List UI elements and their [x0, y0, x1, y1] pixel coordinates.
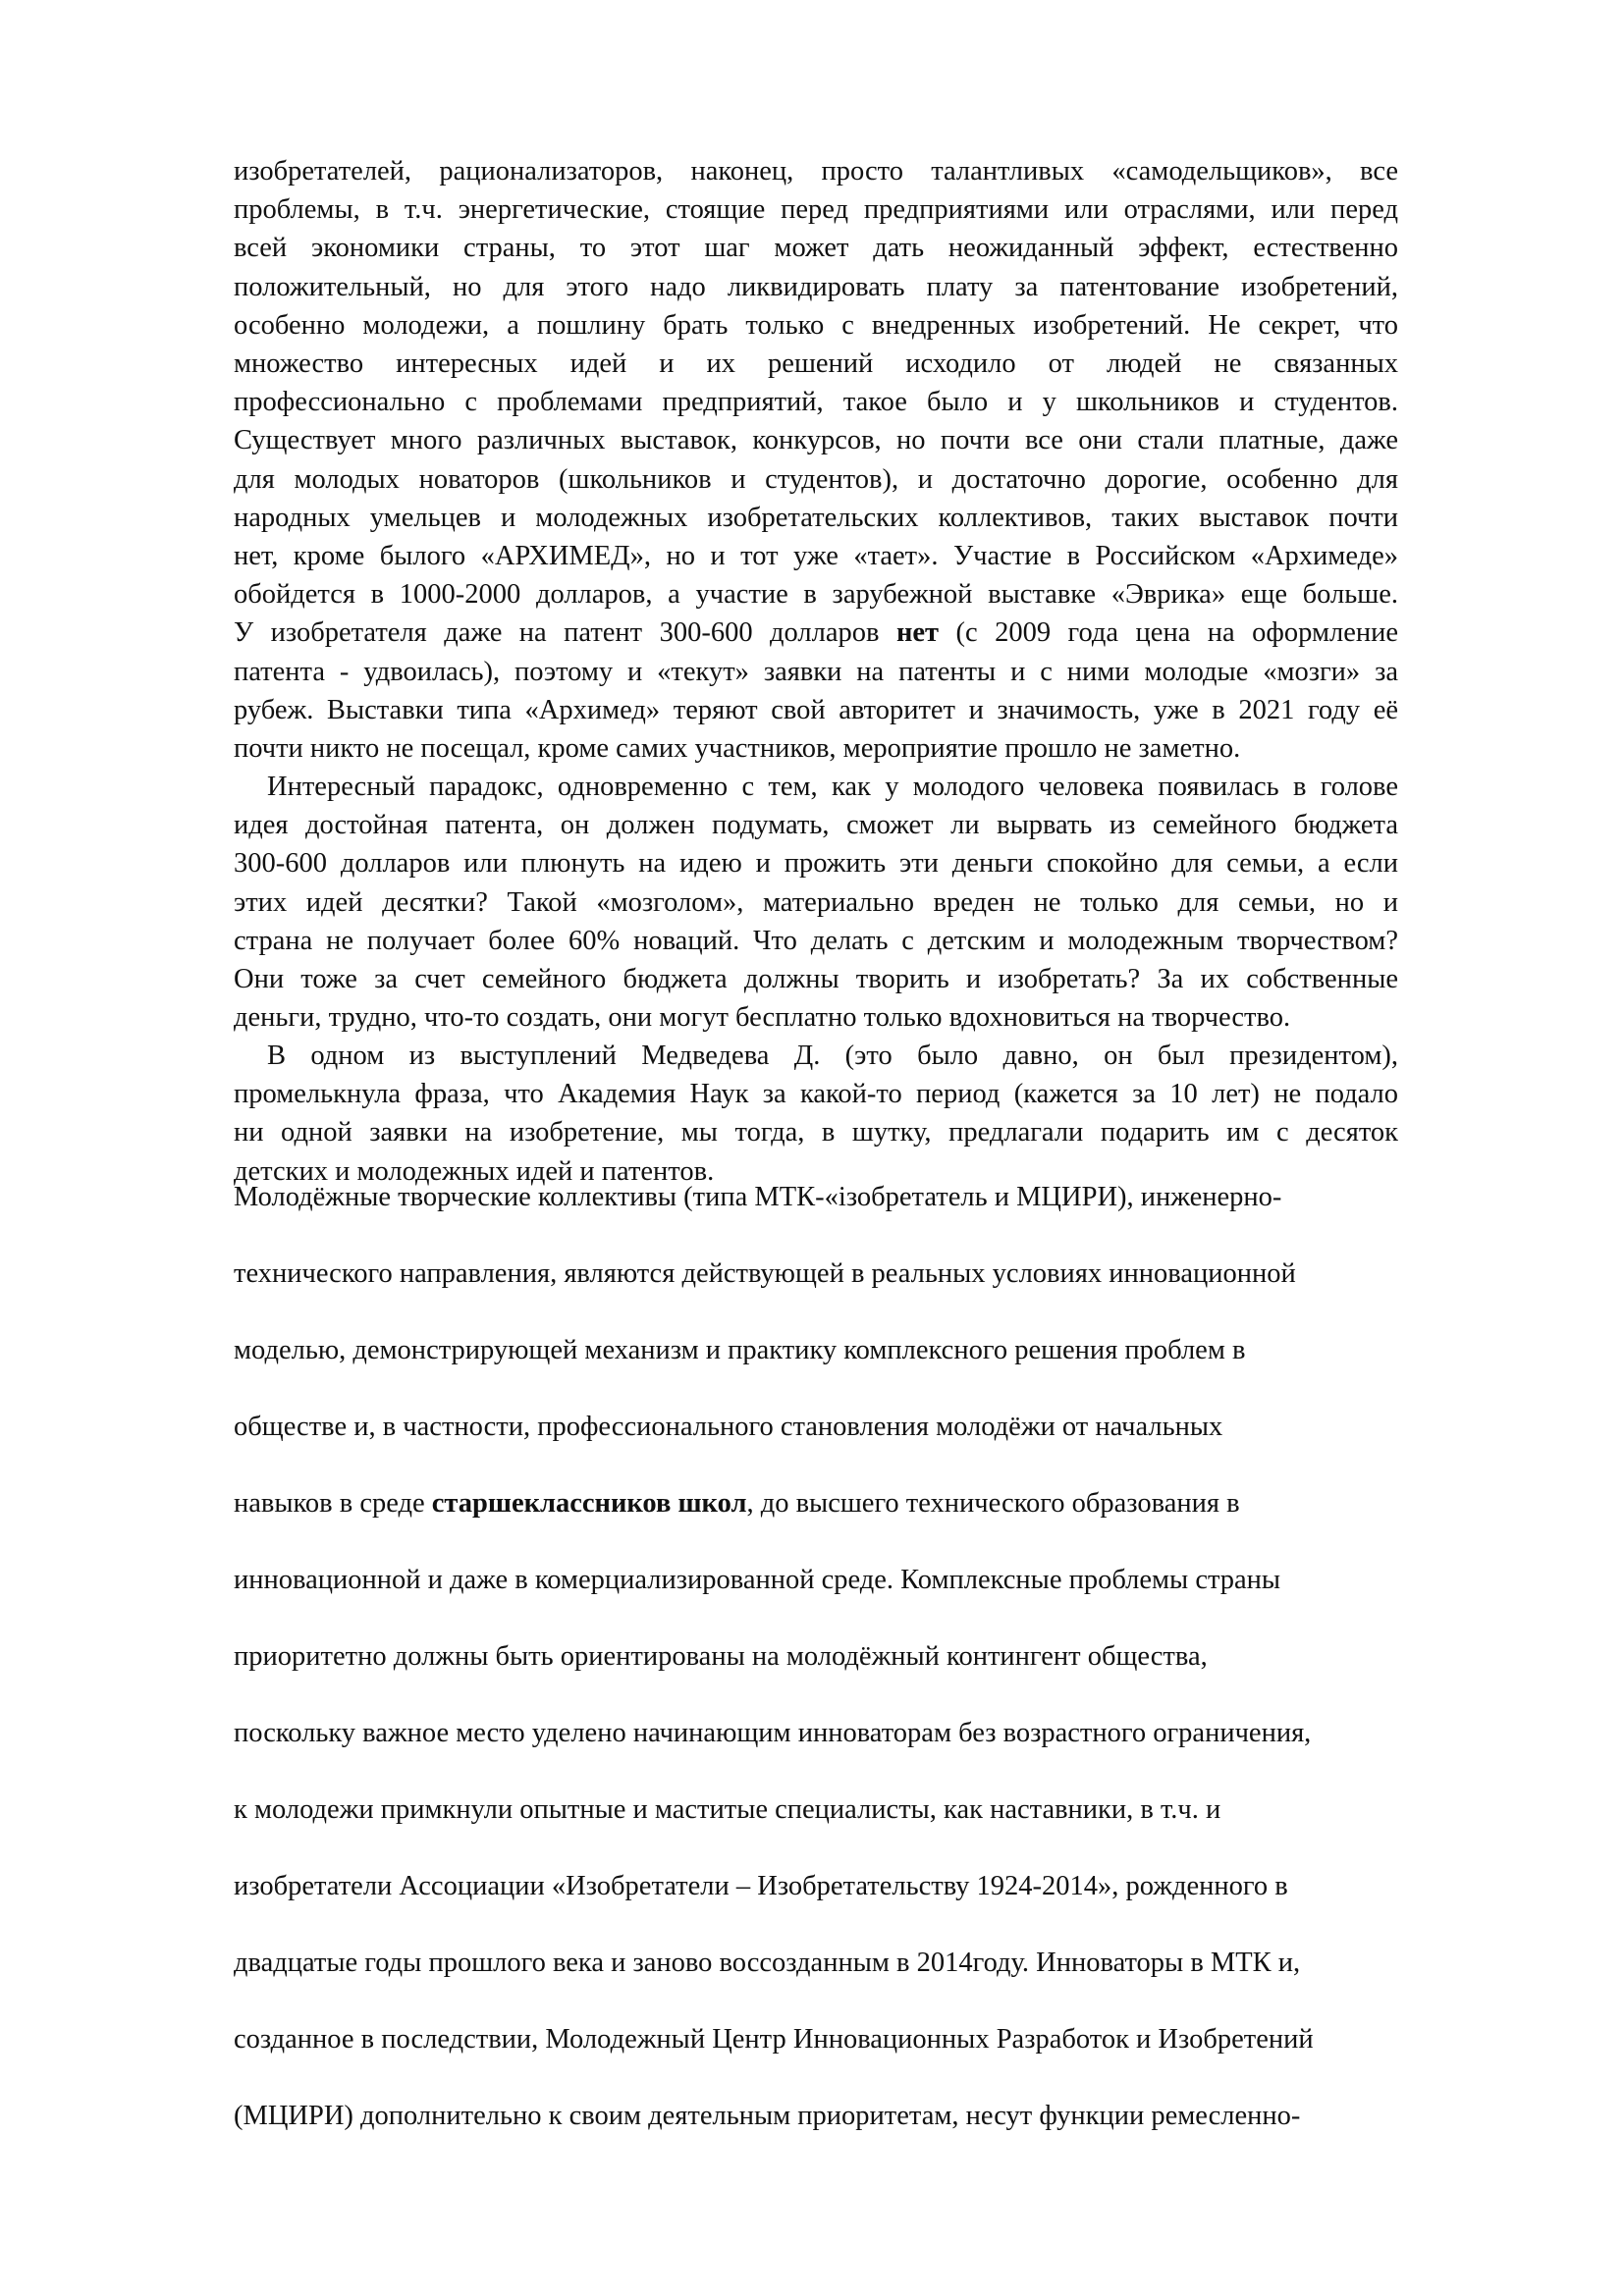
text-line: изобретателей, рационализаторов, наконец, просто талантливых «самодельщиков», все — [234, 156, 1398, 187]
paragraph-3 — [234, 1037, 1398, 1191]
text-line: профессионально с проблемами предприятий, такое было и у школьников и студентов. — [234, 387, 1398, 418]
text-line: промелькнула фраза, что Академия Наук за какой-то период (кажется за 10 лет) не подало — [234, 1079, 1398, 1110]
text-line: идея достойная патента, он должен подумать, сможет ли вырвать из семейного бюджета — [234, 810, 1398, 841]
text-line: множество интересных идей и их решений исходило от людей не связанных — [234, 348, 1398, 380]
paragraph-2 — [234, 768, 1398, 1037]
text-line: для молодых новаторов (школьников и студентов), и достаточно дорогие, особенно для — [234, 463, 1398, 495]
text-run: навыков в среде — [234, 1488, 432, 1519]
text-line: этих идей десятки? Такой «мозголом», материально вреден не только для семьи, но и — [234, 886, 1398, 918]
text-line: нет, кроме былого «АРХИМЕД», но и тот уже «тает». Участие в Российском «Архимеде» — [234, 541, 1398, 572]
text-line: ни одной заявки на изобретение, мы тогда, в шутку, предлагали подарить им с десяток — [234, 1117, 1398, 1148]
text-line: всей экономики страны, то этот шаг может дать неожиданный эффект, естественно — [234, 233, 1398, 264]
text-line: созданное в последствии, Молодежный Центр Инновационных Разработок и Изобретений — [234, 2024, 1314, 2055]
text-line: проблемы, в т.ч. энергетические, стоящие перед предприятиями или отраслями, или перед — [234, 194, 1398, 226]
text-line: поскольку важное место уделено начинающим инноваторам без возрастного ограничения, — [234, 1718, 1312, 1748]
text-line: почти никто не посещал, кроме самих участников, мероприятие прошло не заметно. — [234, 733, 1241, 765]
text-line: инновационной и даже в комерциализированной среде. Комплексные проблемы страны — [234, 1565, 1281, 1595]
text-line: деньги, трудно, что-то создать, они могут бесплатно только вдохновиться на творчество. — [234, 1002, 1291, 1034]
text-line: обойдется в 1000-2000 долларов, а участие в зарубежной выставке «Эврика» еще больше. — [234, 579, 1398, 611]
text-line — [234, 614, 1398, 652]
text-line: особенно молодежи, а пошлину брать только с внедренных изобретений. Не секрет, что — [234, 309, 1398, 341]
text-line: положительный, но для этого надо ликвидировать плату за патентование изобретений, — [234, 271, 1398, 302]
text-line: В одном из выступлений Медведева Д. (это было давно, он был президентом), — [267, 1041, 1398, 1071]
text-line: 300-600 долларов или плюнуть на идею и прожить эти деньги спокойно для семьи, а если — [234, 848, 1398, 880]
text-line: Они тоже за счет семейного бюджета должны творить и изобретать? За их собственные — [234, 964, 1398, 995]
text-line: (МЦИРИ) дополнительно к своим деятельным приоритетам, несут функции ремесленно- — [234, 2101, 1301, 2131]
paragraph-1 — [234, 152, 1398, 768]
bold-word: нет — [895, 617, 940, 649]
text-line: Интересный парадокс, одновременно с тем, как у молодого человека появилась в голове — [267, 772, 1398, 802]
text-line: моделью, демонстрирующей механизм и практику комплексного решения проблем в — [234, 1335, 1246, 1365]
text-line: патента - удвоилась), поэтому и «текут» заявки на патенты и с ними молодые «мозги» за — [234, 656, 1398, 687]
text-line: приоритетно должны быть ориентированы на молодёжный контингент общества, — [234, 1641, 1208, 1672]
text-line: страна не получает более 60% новаций. Что делать с детским и молодежным творчеством? — [234, 925, 1398, 956]
text-line: обществе и, в частности, профессионального становления молодёжи от начальных — [234, 1412, 1223, 1442]
text-line: технического направления, являются действующей в реальных условиях инновационной — [234, 1258, 1296, 1289]
text-line: Молодёжные творческие коллективы (типа МТК-«ізобретатель и МЦИРИ), инженерно- — [234, 1182, 1282, 1212]
text-run: (с 2009 года цена на оформление — [939, 617, 1399, 649]
text-line: детских и молодежных идей и патентов. — [234, 1155, 715, 1187]
text-line — [234, 1488, 1240, 1520]
text-run: , до высшего технического образования в — [746, 1488, 1240, 1519]
text-line: двадцатые годы прошлого века и заново воссозданным в 2014году. Инноваторы в МТК и, — [234, 1948, 1301, 1978]
bold-phrase: старшеклассников школ — [431, 1488, 747, 1519]
text-run: У изобретателя даже на патент 300-600 долларов — [234, 617, 896, 649]
text-line: изобретатели Ассоциации «Изобретатели – Изобретательству 1924-2014», рожденного в — [234, 1871, 1288, 1901]
text-line: к молодежи примкнули опытные и маститые специалисты, как наставники, в т.ч. и — [234, 1794, 1221, 1825]
text-line: Существует много различных выставок, конкурсов, но почти все они стали платные, даже — [234, 425, 1398, 456]
text-line: рубеж. Выставки типа «Архимед» теряют свой авторитет и значимость, уже в 2021 году её — [234, 694, 1398, 725]
text-line: народных умельцев и молодежных изобретательских коллективов, таких выставок почти — [234, 502, 1398, 533]
